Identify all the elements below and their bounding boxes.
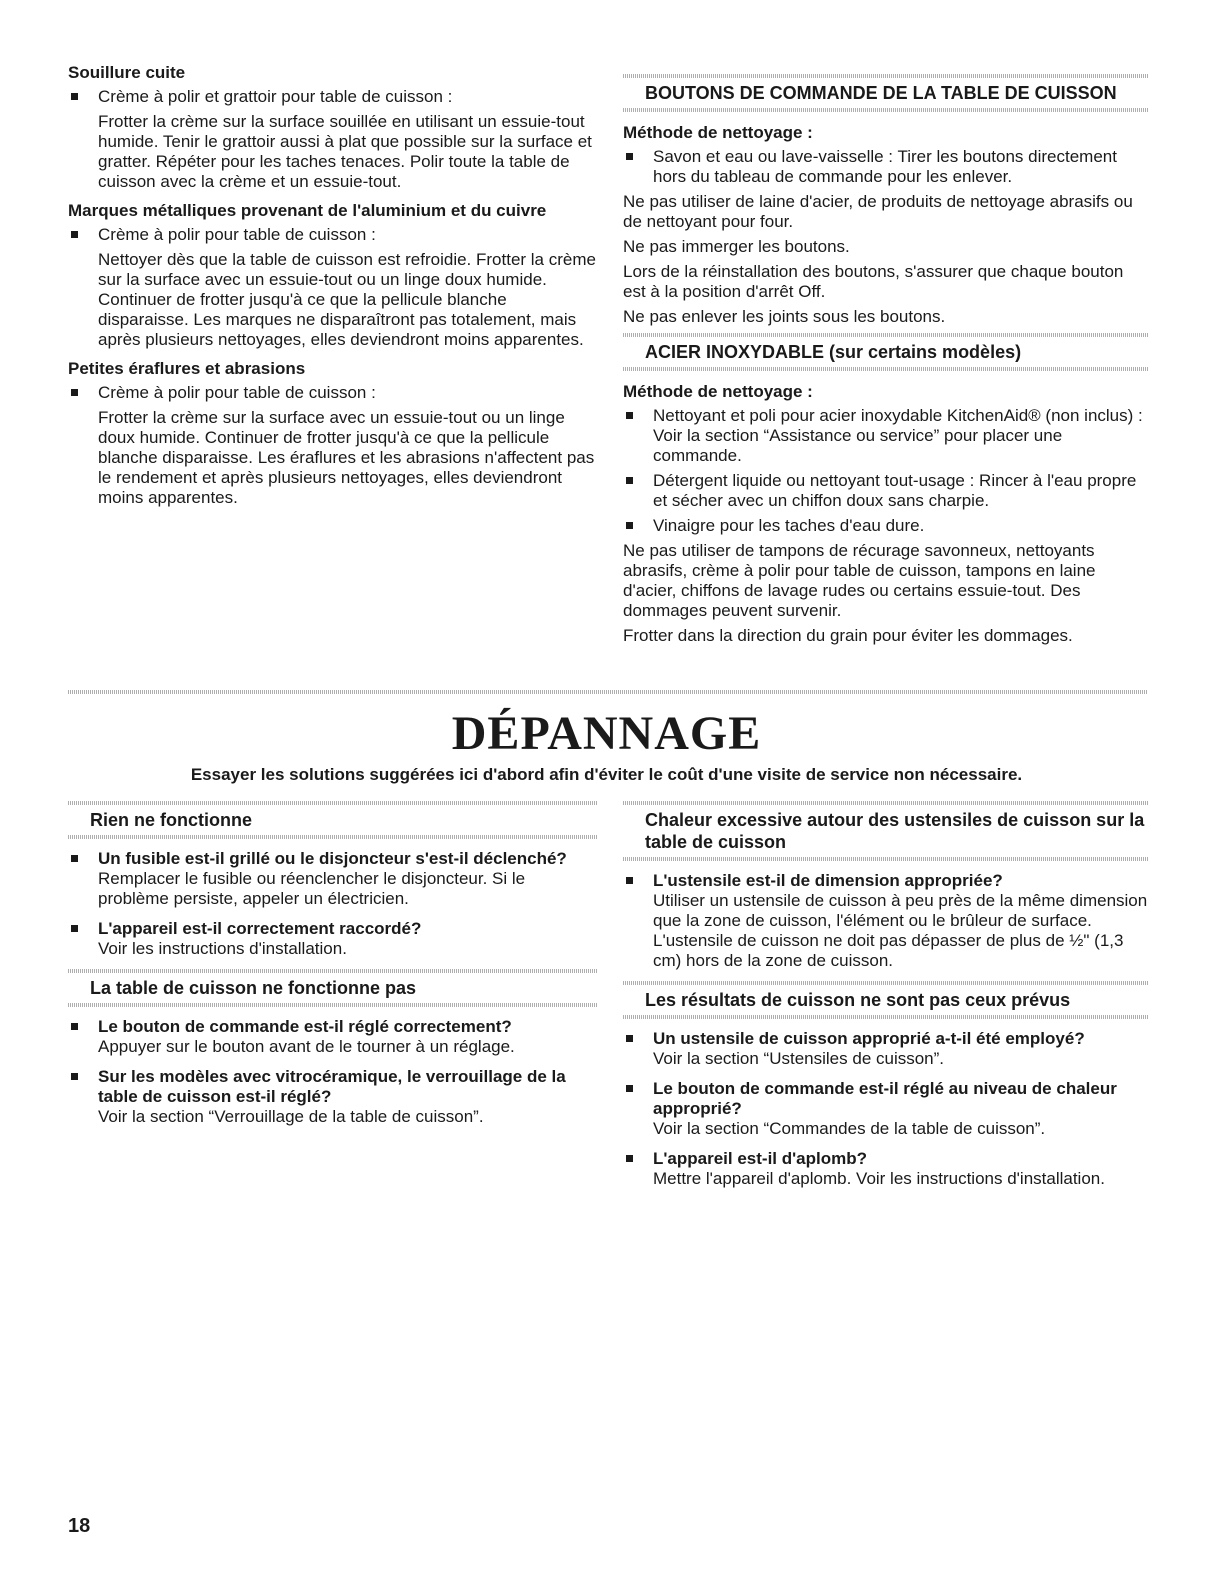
method-heading: Méthode de nettoyage : [623, 123, 813, 142]
dotted-divider [623, 981, 1148, 985]
question: Le bouton de commande est-il réglé au niveau de chaleur approprié? [653, 1079, 1117, 1118]
paragraph: Frotter dans la direction du grain pour éviter les dommages. [623, 626, 1073, 645]
dotted-divider [623, 74, 1148, 78]
answer: Voir la section “Ustensiles de cuisson”. [653, 1049, 945, 1068]
bullet-item: Nettoyant et poli pour acier inoxydable KitchenAid® (non inclus) : Voir la section “Assistance ou service” pour placer une commande. [623, 406, 1148, 466]
answer: Remplacer le fusible ou réenclencher le disjoncteur. Si le problème persiste, appeler un électricien. [98, 869, 526, 908]
section-header-box [623, 801, 1148, 861]
section-header-box [623, 74, 1148, 112]
dotted-divider [68, 801, 598, 805]
section-title-boutons: BOUTONS DE COMMANDE DE LA TABLE DE CUISSON [645, 83, 1117, 103]
answer: Voir les instructions d'installation. [98, 939, 347, 958]
dotted-divider [623, 801, 1148, 805]
answer: Voir la section “Commandes de la table de cuisson”. [653, 1119, 1046, 1138]
troubleshoot-item [623, 1079, 1148, 1139]
bullet-item: Crème à polir pour table de cuisson : [68, 225, 598, 245]
page-number: 18 [68, 1515, 91, 1537]
bullet-item: Savon et eau ou lave-vaisselle : Tirer les boutons directement hors du tableau de commande pour les enlever. [623, 147, 1148, 187]
troubleshoot-item [68, 849, 598, 909]
dotted-divider [623, 367, 1148, 371]
dotted-divider [623, 333, 1148, 337]
instruction-text: Nettoyer dès que la table de cuisson est refroidie. Frotter la crème sur la surface avec un essuie-tout ou un linge doux humide. Continuer de frotter jusqu'à ce que la pellicule blanche disparaisse. Les marques ne disparaîtront pas totalement, mais après plusieurs nettoyages, elles deviendront moins apparentes. [98, 250, 596, 349]
section-title-table-ne-fonctionne-pas: La table de cuisson ne fonctionne pas [90, 978, 417, 998]
paragraph: Ne pas immerger les boutons. [623, 237, 850, 256]
bullet-item: Crème à polir pour table de cuisson : [68, 383, 598, 403]
left-bottom-column [68, 795, 598, 1137]
dotted-divider [623, 1015, 1148, 1019]
section-title-resultats-cuisson: Les résultats de cuisson ne sont pas ceux prévus [645, 990, 1071, 1010]
answer: Utiliser un ustensile de cuisson à peu près de la même dimension que la zone de cuisson, l'élément ou le brûleur de surface. L'ustensile de cuisson ne doit pas dépasser de plus de ½" (1,3 cm) hors de la zone de cuisson. [653, 891, 1148, 970]
page-title: DÉPANNAGE [451, 707, 762, 760]
dotted-divider [623, 857, 1148, 861]
paragraph: Ne pas utiliser de tampons de récurage savonneux, nettoyants abrasifs, crème à polir pour table de cuisson, tampons en laine d'acier, chiffons de lavage rudes ou certains essuie-tout. Des dommages peuvent survenir. [623, 541, 1096, 620]
question: L'appareil est-il correctement raccordé? [98, 919, 422, 938]
troubleshoot-item [623, 1029, 1148, 1069]
answer: Voir la section “Verrouillage de la table de cuisson”. [98, 1107, 484, 1126]
full-width-divider [68, 690, 1148, 694]
troubleshoot-item [623, 1149, 1148, 1189]
dotted-divider [68, 835, 598, 839]
right-bottom-column [623, 795, 1148, 1199]
question: L'appareil est-il d'aplomb? [653, 1149, 868, 1168]
intro-text: Essayer les solutions suggérées ici d'abord afin d'éviter le coût d'une visite de service non nécessaire. [190, 765, 1023, 784]
paragraph: Ne pas enlever les joints sous les boutons. [623, 307, 946, 326]
section-header-box [68, 969, 598, 1007]
bullet-item: Vinaigre pour les taches d'eau dure. [623, 516, 1148, 536]
instruction-text: Frotter la crème sur la surface avec un essuie-tout ou un linge doux humide. Continuer de frotter jusqu'à ce que la pellicule blanche disparaisse. Les éraflures et les abrasions n'affectent pas le rendement et après plusieurs nettoyages, elles deviendront moins apparentes. [98, 408, 595, 507]
method-heading: Méthode de nettoyage : [623, 382, 813, 401]
troubleshoot-item [623, 871, 1148, 971]
instruction-text: Frotter la crème sur la surface souillée en utilisant un essuie-tout humide. Tenir le grattoir aussi à plat que possible sur la surface et gratter. Répéter pour les taches tenaces. Polir toute la table de cuisson avec la crème et un essuie-tout. [98, 112, 592, 191]
heading-souillure-cuite: Souillure cuite [68, 63, 186, 82]
question: Un ustensile de cuisson approprié a-t-il été employé? [653, 1029, 1085, 1048]
bullet-item: Détergent liquide ou nettoyant tout-usage : Rincer à l'eau propre et sécher avec un chiffon doux sans charpie. [623, 471, 1148, 511]
paragraph: Lors de la réinstallation des boutons, s'assurer que chaque bouton est à la position d'arrêt Off. [623, 262, 1124, 301]
section-title-chaleur-excessive: Chaleur excessive autour des ustensiles de cuisson sur la table de cuisson [645, 810, 1145, 852]
left-top-column [68, 62, 598, 516]
question: L'ustensile est-il de dimension appropriée? [653, 871, 1003, 890]
heading-marques-metalliques: Marques métalliques provenant de l'aluminium et du cuivre [68, 201, 547, 220]
section-header-box [623, 981, 1148, 1019]
question: Le bouton de commande est-il réglé correctement? [98, 1017, 512, 1036]
section-header-box [68, 801, 598, 839]
section-title-acier: ACIER INOXYDABLE (sur certains modèles) [645, 342, 1022, 362]
question: Un fusible est-il grillé ou le disjoncteur s'est-il déclenché? [98, 849, 567, 868]
heading-petites-eraflures: Petites éraflures et abrasions [68, 359, 306, 378]
section-title-rien-ne-fonctionne: Rien ne fonctionne [90, 810, 252, 830]
paragraph: Ne pas utiliser de laine d'acier, de produits de nettoyage abrasifs ou de nettoyant pour four. [623, 192, 1133, 231]
question: Sur les modèles avec vitrocéramique, le verrouillage de la table de cuisson est-il réglé? [98, 1067, 566, 1106]
troubleshoot-item [68, 919, 598, 959]
dotted-divider [68, 1003, 598, 1007]
answer: Appuyer sur le bouton avant de le tourner à un réglage. [98, 1037, 515, 1056]
dotted-divider [623, 108, 1148, 112]
answer: Mettre l'appareil d'aplomb. Voir les instructions d'installation. [653, 1169, 1105, 1188]
troubleshoot-item [68, 1017, 598, 1057]
dotted-divider [68, 969, 598, 973]
right-top-column [623, 68, 1148, 651]
section-header-box [623, 333, 1148, 371]
bullet-item: Crème à polir et grattoir pour table de cuisson : [68, 87, 598, 107]
troubleshoot-item [68, 1067, 598, 1127]
